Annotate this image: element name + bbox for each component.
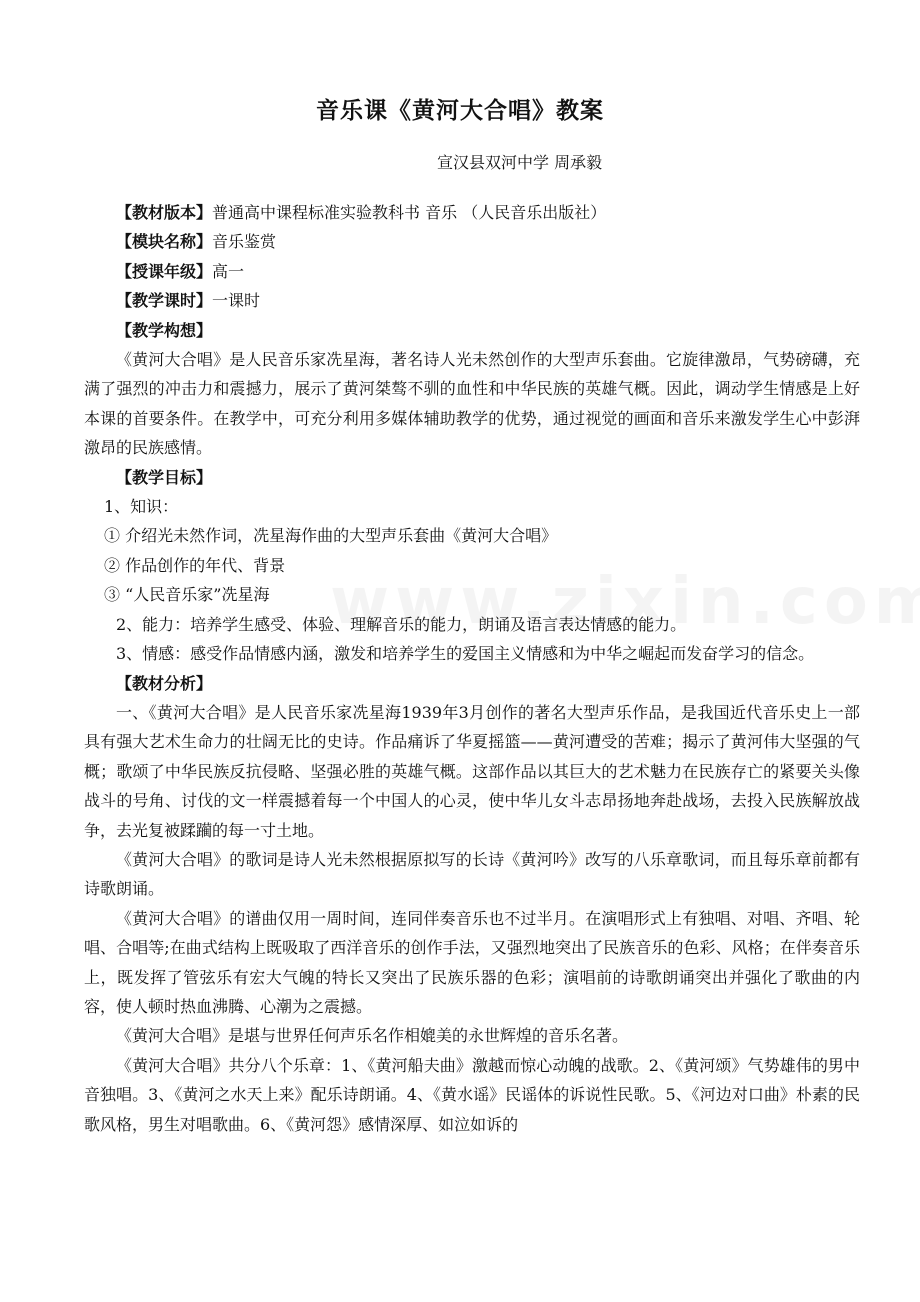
concept-paragraph: 《黄河大合唱》是人民音乐家冼星海，著名诗人光未然创作的大型声乐套曲。它旋律激昂，气势磅礴，充满了强烈的冲击力和震撼力，展示了黄河桀骜不驯的血性和中华民族的英雄气概。因此，调动学生情感是上好本课的首要条件。在教学中，可充分利用多媒体辅助教学的优势，通过视觉的画面和音乐来激发学生心中彭湃激昂的民族感情。 xyxy=(84,350,860,458)
goal-knowledge-item: ① 介绍光未然作词，冼星海作曲的大型声乐套曲《黄河大合唱》 xyxy=(104,526,558,546)
analysis-paragraph: 《黄河大合唱》是堪与世界任何声乐名作相媲美的永世辉煌的音乐名著。 xyxy=(116,1026,629,1046)
module-value: 音乐鉴赏 xyxy=(212,232,277,252)
edition-value: 普通高中课程标准实验教科书 音乐 （人民音乐出版社） xyxy=(212,203,607,222)
meta-grade xyxy=(84,257,860,286)
edition-label: 【教材版本】 xyxy=(116,203,213,222)
module-label: 【模块名称】 xyxy=(116,232,213,252)
analysis-paragraph: 一、《黄河大合唱》是人民音乐家冼星海1939年3月创作的著名大型声乐作品，是我国近代音乐史上一部具有强大艺术生命力的壮阔无比的史诗。作品痛诉了华夏摇篮——黄河遭受的苦难；揭示了黄河伟大坚强的气概；歌颂了中华民族反抗侵略、坚强必胜的英雄气概。这部作品以其巨大的艺术魅力在民族存亡的紧要关头像战斗的号角、讨伐的文一样震撼着每一个中国人的心灵，使中华儿女斗志昂扬地奔赴战场，去投入民族解放战争，去光复被蹂躏的每一寸土地。 xyxy=(84,702,860,840)
document-title: 音乐课《黄河大合唱》教案 xyxy=(316,97,604,124)
analysis-paragraph: 《黄河大合唱》的歌词是诗人光未然根据原拟写的长诗《黄河吟》改写的八乐章歌词，而且每乐章前都有诗歌朗诵。 xyxy=(84,849,860,899)
document-body xyxy=(84,198,860,1139)
goal-knowledge: 1、知识： xyxy=(104,497,179,517)
meta-edition xyxy=(84,198,860,227)
goal-ability: 2、能力：培养学生感受、体验、理解音乐的能力，朗诵及语言表达情感的能力。 xyxy=(116,614,687,634)
meta-hours xyxy=(84,286,860,315)
hours-value: 一课时 xyxy=(212,291,261,311)
analysis-paragraph: 《黄河大合唱》的谱曲仅用一周时间，连同伴奏音乐也不过半月。在演唱形式上有独唱、对唱、齐唱、轮唱、合唱等;在曲式结构上既吸取了西洋音乐的创作手法，又强烈地突出了民族音乐的色彩、风格；在伴奏音乐上，既发挥了管弦乐有宏大气魄的特长又突出了民族乐器的色彩；演唱前的诗歌朗诵突出并强化了歌曲的内容，使人顿时热血沸腾、心潮为之震撼。 xyxy=(84,908,860,1016)
goal-knowledge-item: ② 作品创作的年代、背景 xyxy=(104,555,286,575)
grade-value: 高一 xyxy=(212,261,245,281)
hours-label: 【教学课时】 xyxy=(116,291,213,311)
concept-heading: 【教学构想】 xyxy=(116,320,213,340)
goals-heading: 【教学目标】 xyxy=(116,467,213,487)
goal-emotion: 3、情感：感受作品情感内涵，激发和培养学生的爱国主义情感和为中华之崛起而发奋学习的信念。 xyxy=(116,644,815,664)
goal-knowledge-item: ③ “人民音乐家”冼星海 xyxy=(104,585,270,605)
analysis-heading: 【教材分析】 xyxy=(116,673,213,693)
meta-module xyxy=(84,227,860,256)
author-line: 宣汉县双河中学 周承毅 xyxy=(437,153,603,172)
analysis-paragraph: 《黄河大合唱》共分八个乐章：1、《黄河船夫曲》激越而惊心动魄的战歌。2、《黄河颂》气势雄伟的男中音独唱。3、《黄河之水天上来》配乐诗朗诵。4、《黄水谣》民谣体的诉说性民歌。5、《河边对口曲》朴素的民歌风格，男生对唱歌曲。6、《黄河怨》感情深厚、如泣如诉的 xyxy=(84,1055,860,1134)
grade-label: 【授课年级】 xyxy=(116,261,213,281)
